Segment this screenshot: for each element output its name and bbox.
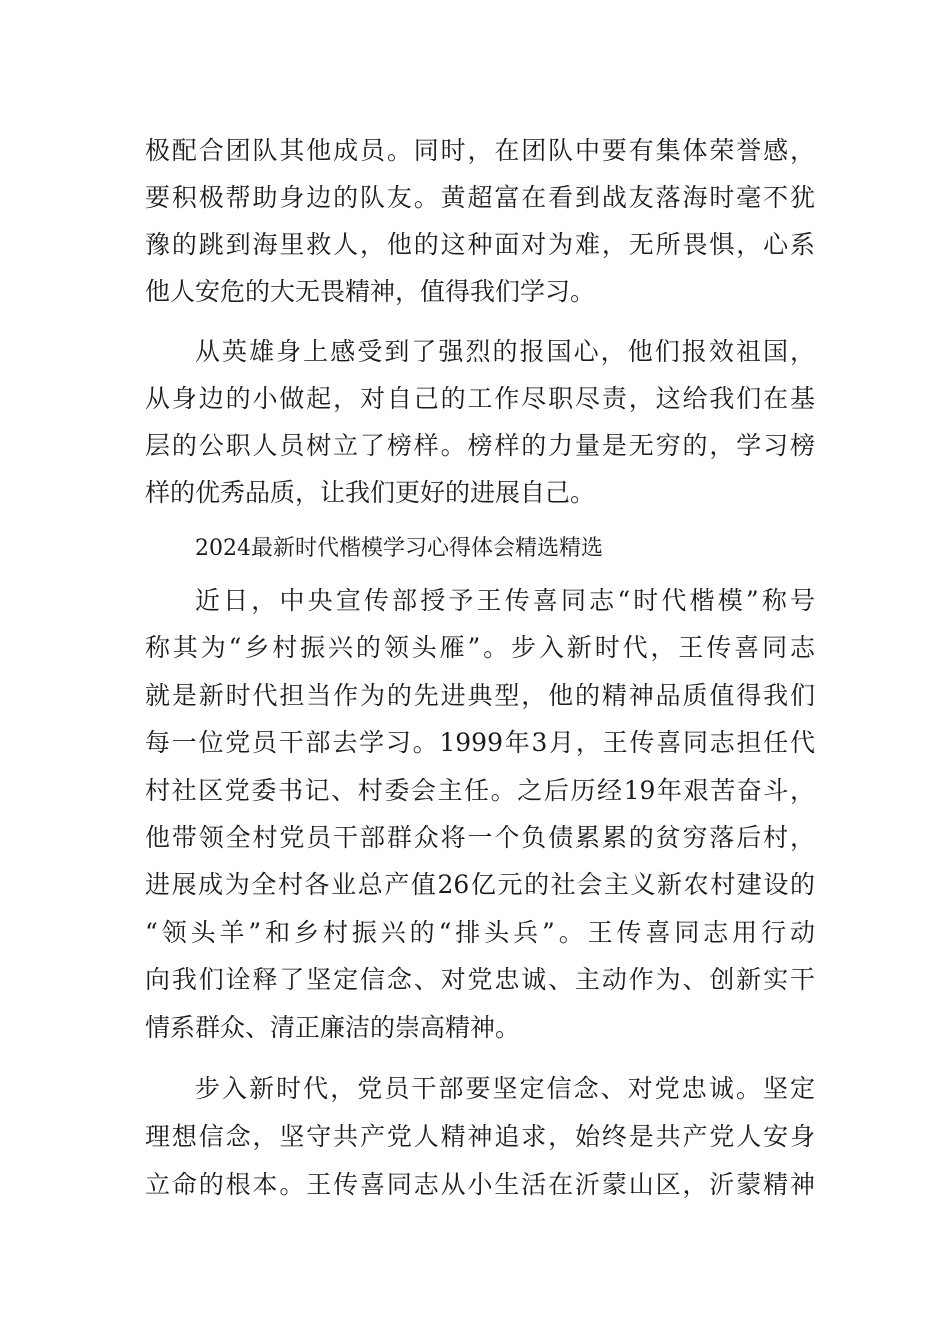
paragraph-3-line-1: 近日，中央宣传部授予王传喜同志“时代楷模”称号 [195,586,815,615]
paragraph-4-line-3: 立命的根本。王传喜同志从小生活在沂蒙山区，沂蒙精神 [145,1170,815,1199]
paragraph-2-line-4: 样的优秀品质，让我们更好的进展自己。 [145,478,596,507]
paragraph-1-line-3: 豫的跳到海里救人，他的这种面对为难，无所畏惧，心系 [145,230,815,259]
paragraph-2-line-2: 从身边的小做起，对自己的工作尽职尽责，这给我们在基 [145,384,815,413]
paragraph-3-line-7: 进展成为全村各业总产值26亿元的社会主义新农村建设的 [145,870,815,899]
paragraph-2-line-1: 从英雄身上感受到了强烈的报国心，他们报效祖国， [195,337,815,366]
paragraph-3-line-5: 村社区党委书记、村委会主任。之后历经19年艰苦奋斗， [145,776,815,805]
paragraph-3-line-6: 他带领全村党员干部群众将一个负债累累的贫穷落后村， [145,823,815,852]
paragraph-1-line-1: 极配合团队其他成员。同时，在团队中要有集体荣誉感， [145,136,815,165]
paragraph-3-line-9: 向我们诠释了坚定信念、对党忠诚、主动作为、创新实干 [145,965,815,994]
paragraph-3-line-8: “领头羊”和乡村振兴的“排头兵”。王传喜同志用行动 [145,918,815,947]
paragraph-4-line-2: 理想信念，坚守共产党人精神追求，始终是共产党人安身 [145,1122,815,1151]
paragraph-2-line-3: 层的公职人员树立了榜样。榜样的力量是无穷的，学习榜 [145,431,815,460]
paragraph-1-line-4: 他人安危的大无畏精神，值得我们学习。 [145,277,596,306]
section-heading: 2024最新时代楷模学习心得体会精选精选 [195,536,603,561]
paragraph-1-line-2: 要积极帮助身边的队友。黄超富在看到战友落海时毫不犹 [145,183,815,212]
paragraph-3-line-4: 每一位党员干部去学习。1999年3月，王传喜同志担任代 [145,728,815,757]
paragraph-3-line-2: 称其为“乡村振兴的领头雁”。步入新时代，王传喜同志 [145,633,815,662]
paragraph-3-line-3: 就是新时代担当作为的先进典型，他的精神品质值得我们 [145,681,815,710]
paragraph-3-line-10: 情系群众、清正廉洁的崇高精神。 [145,1013,521,1042]
paragraph-4-line-1: 步入新时代，党员干部要坚定信念、对党忠诚。坚定 [195,1074,815,1103]
